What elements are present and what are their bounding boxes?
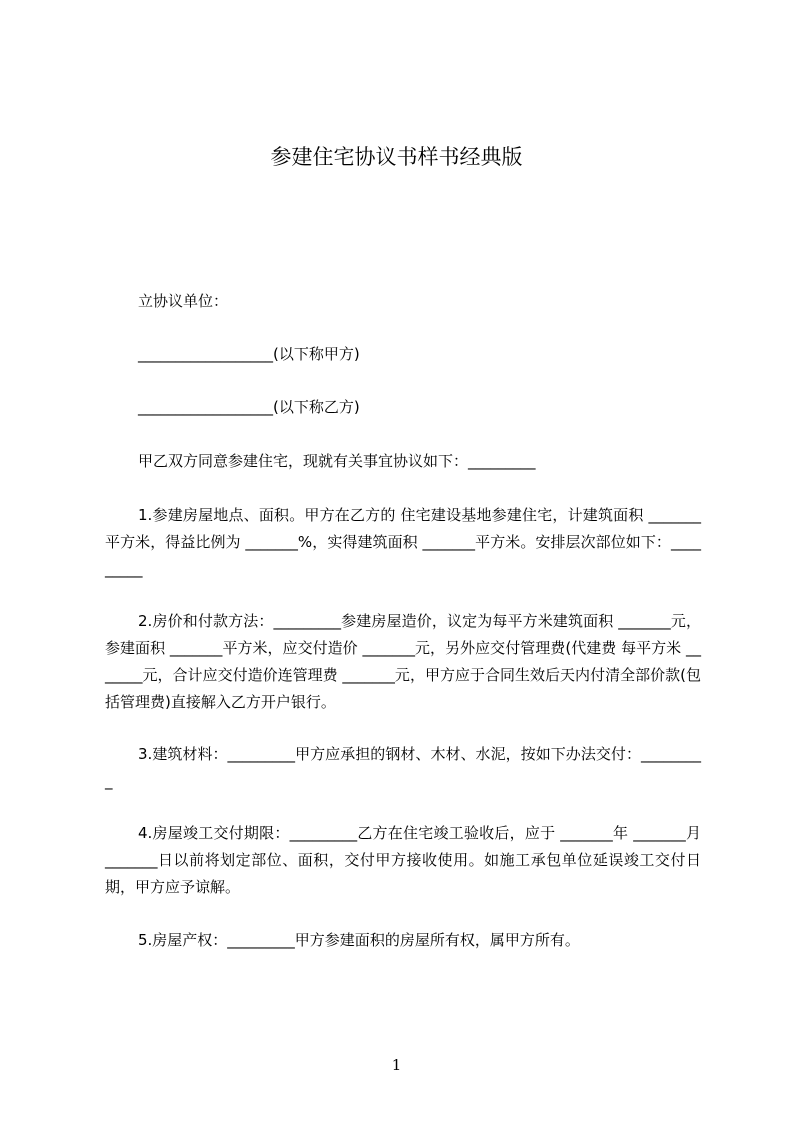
page-number: 1	[391, 1056, 402, 1074]
party-a-line: __________________(以下称甲方)	[138, 345, 360, 363]
clause-5-property-rights: 5.房屋产权：_________甲方参建面积的房屋所有权，属甲方所有。	[138, 931, 580, 949]
clause-1-location-area: 1.参建房屋地点、面积。甲方在乙方的 住宅建设基地参建住宅，计建筑面积 _______平方米，得益比例为 _______%，实得建筑面积 _______平方米。安排层次部位如下：_________	[105, 506, 701, 578]
party-b-line: __________________(以下称乙方)	[138, 398, 360, 416]
parties-heading: 立协议单位：	[138, 292, 229, 310]
agreement-intro: 甲乙双方同意参建住宅，现就有关事宜协议如下：_________	[138, 452, 536, 470]
clause-2-price-payment: 2.房价和付款方法：_________参建房屋造价，议定为每平方米建筑面积 _______元，参建面积 _______平方米，应交付造价 _______元，另外应交付管理费(代建费 每平方米 _______元，合计应交付造价连管理费 _______元，甲方应于合同生效后天内付清全部价款(包括管理费)直接解入乙方开户银行。	[105, 612, 701, 711]
document-title: 参建住宅协议书样书经典版	[270, 145, 523, 169]
clause-4-delivery-deadline: 4.房屋竣工交付期限：_________乙方在住宅竣工验收后，应于 _______年 _______月 _______日以前将划定部位、面积，交付甲方接收使用。如施工承包单位延误竣工交付日期，甲方应予谅解。	[105, 824, 701, 896]
clause-3-materials: 3.建筑材料：_________甲方应承担的钢材、木材、水泥，按如下办法交付：_________	[105, 745, 701, 790]
